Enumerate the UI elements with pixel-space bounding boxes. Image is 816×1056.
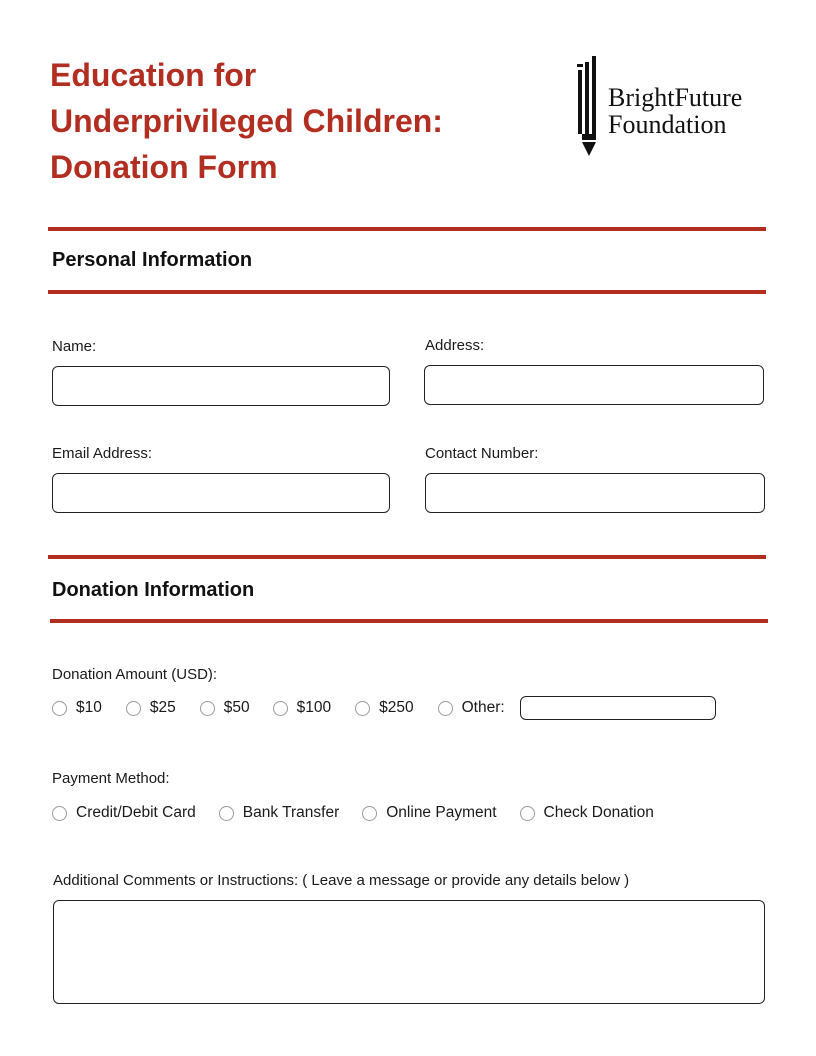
divider-personal-top <box>48 227 766 231</box>
radio-button[interactable] <box>273 701 288 716</box>
radio-button[interactable] <box>52 806 67 821</box>
donation-info-heading: Donation Information <box>52 579 255 601</box>
donation-amount-label: Donation Amount (USD): <box>52 666 218 683</box>
other-amount-field[interactable] <box>520 696 716 720</box>
name-label: Name: <box>52 338 97 355</box>
email-input[interactable] <box>53 474 389 512</box>
logo-text <box>608 84 742 138</box>
payment-option-card[interactable] <box>52 804 196 822</box>
divider-donation-top <box>48 555 766 559</box>
form-title <box>50 52 530 190</box>
comments-label: Additional Comments or Instructions: ( Leave a message or provide any details below ) <box>53 872 630 889</box>
amount-option-label: $50 <box>223 699 250 716</box>
logo-line-1: BrightFuture <box>608 83 743 112</box>
amount-option-label: $100 <box>296 699 332 716</box>
title-line-3: Donation Form <box>50 149 278 185</box>
radio-button[interactable] <box>126 701 141 716</box>
radio-button[interactable] <box>520 806 535 821</box>
radio-button[interactable] <box>219 806 234 821</box>
radio-button[interactable] <box>362 806 377 821</box>
other-amount-input[interactable] <box>521 697 715 719</box>
payment-method-options <box>52 801 654 825</box>
pencil-icon <box>576 54 604 158</box>
amount-option-250[interactable] <box>355 699 413 717</box>
payment-option-label: Bank Transfer <box>242 804 340 821</box>
contact-label: Contact Number: <box>425 445 539 462</box>
personal-info-heading: Personal Information <box>52 249 253 271</box>
address-input[interactable] <box>425 366 763 404</box>
payment-option-label: Online Payment <box>386 804 497 821</box>
contact-input[interactable] <box>426 474 764 512</box>
radio-button[interactable] <box>438 701 453 716</box>
name-field[interactable] <box>52 366 390 406</box>
radio-button[interactable] <box>200 701 215 716</box>
amount-option-other[interactable] <box>438 699 505 717</box>
radio-button[interactable] <box>355 701 370 716</box>
logo-line-2: Foundation <box>608 110 727 139</box>
name-input[interactable] <box>53 367 389 405</box>
amount-option-label: $10 <box>76 699 102 716</box>
comments-field[interactable] <box>53 900 765 1004</box>
amount-option-label: $250 <box>379 699 414 716</box>
title-line-2: Underprivileged Children: <box>50 103 443 139</box>
payment-option-label: Check Donation <box>543 804 654 821</box>
payment-option-label: Credit/Debit Card <box>76 804 196 821</box>
address-field[interactable] <box>424 365 764 405</box>
payment-option-online[interactable] <box>362 804 496 822</box>
amount-option-100[interactable] <box>273 699 331 717</box>
amount-option-25[interactable] <box>126 699 176 717</box>
amount-option-10[interactable] <box>52 699 102 717</box>
payment-option-bank-transfer[interactable] <box>219 804 340 822</box>
email-label: Email Address: <box>52 445 153 462</box>
title-line-1: Education for <box>50 57 257 93</box>
amount-option-label: Other: <box>461 699 505 716</box>
email-field[interactable] <box>52 473 390 513</box>
comments-textarea[interactable] <box>54 901 764 1003</box>
foundation-logo <box>576 54 776 158</box>
radio-button[interactable] <box>52 701 67 716</box>
amount-option-50[interactable] <box>200 699 250 717</box>
address-label: Address: <box>425 337 485 354</box>
divider-donation-bottom <box>50 619 768 623</box>
divider-personal-bottom <box>48 290 766 294</box>
contact-field[interactable] <box>425 473 765 513</box>
payment-method-label: Payment Method: <box>52 770 170 787</box>
payment-option-check[interactable] <box>520 804 654 822</box>
donation-amount-options <box>52 696 505 720</box>
amount-option-label: $25 <box>149 699 176 716</box>
